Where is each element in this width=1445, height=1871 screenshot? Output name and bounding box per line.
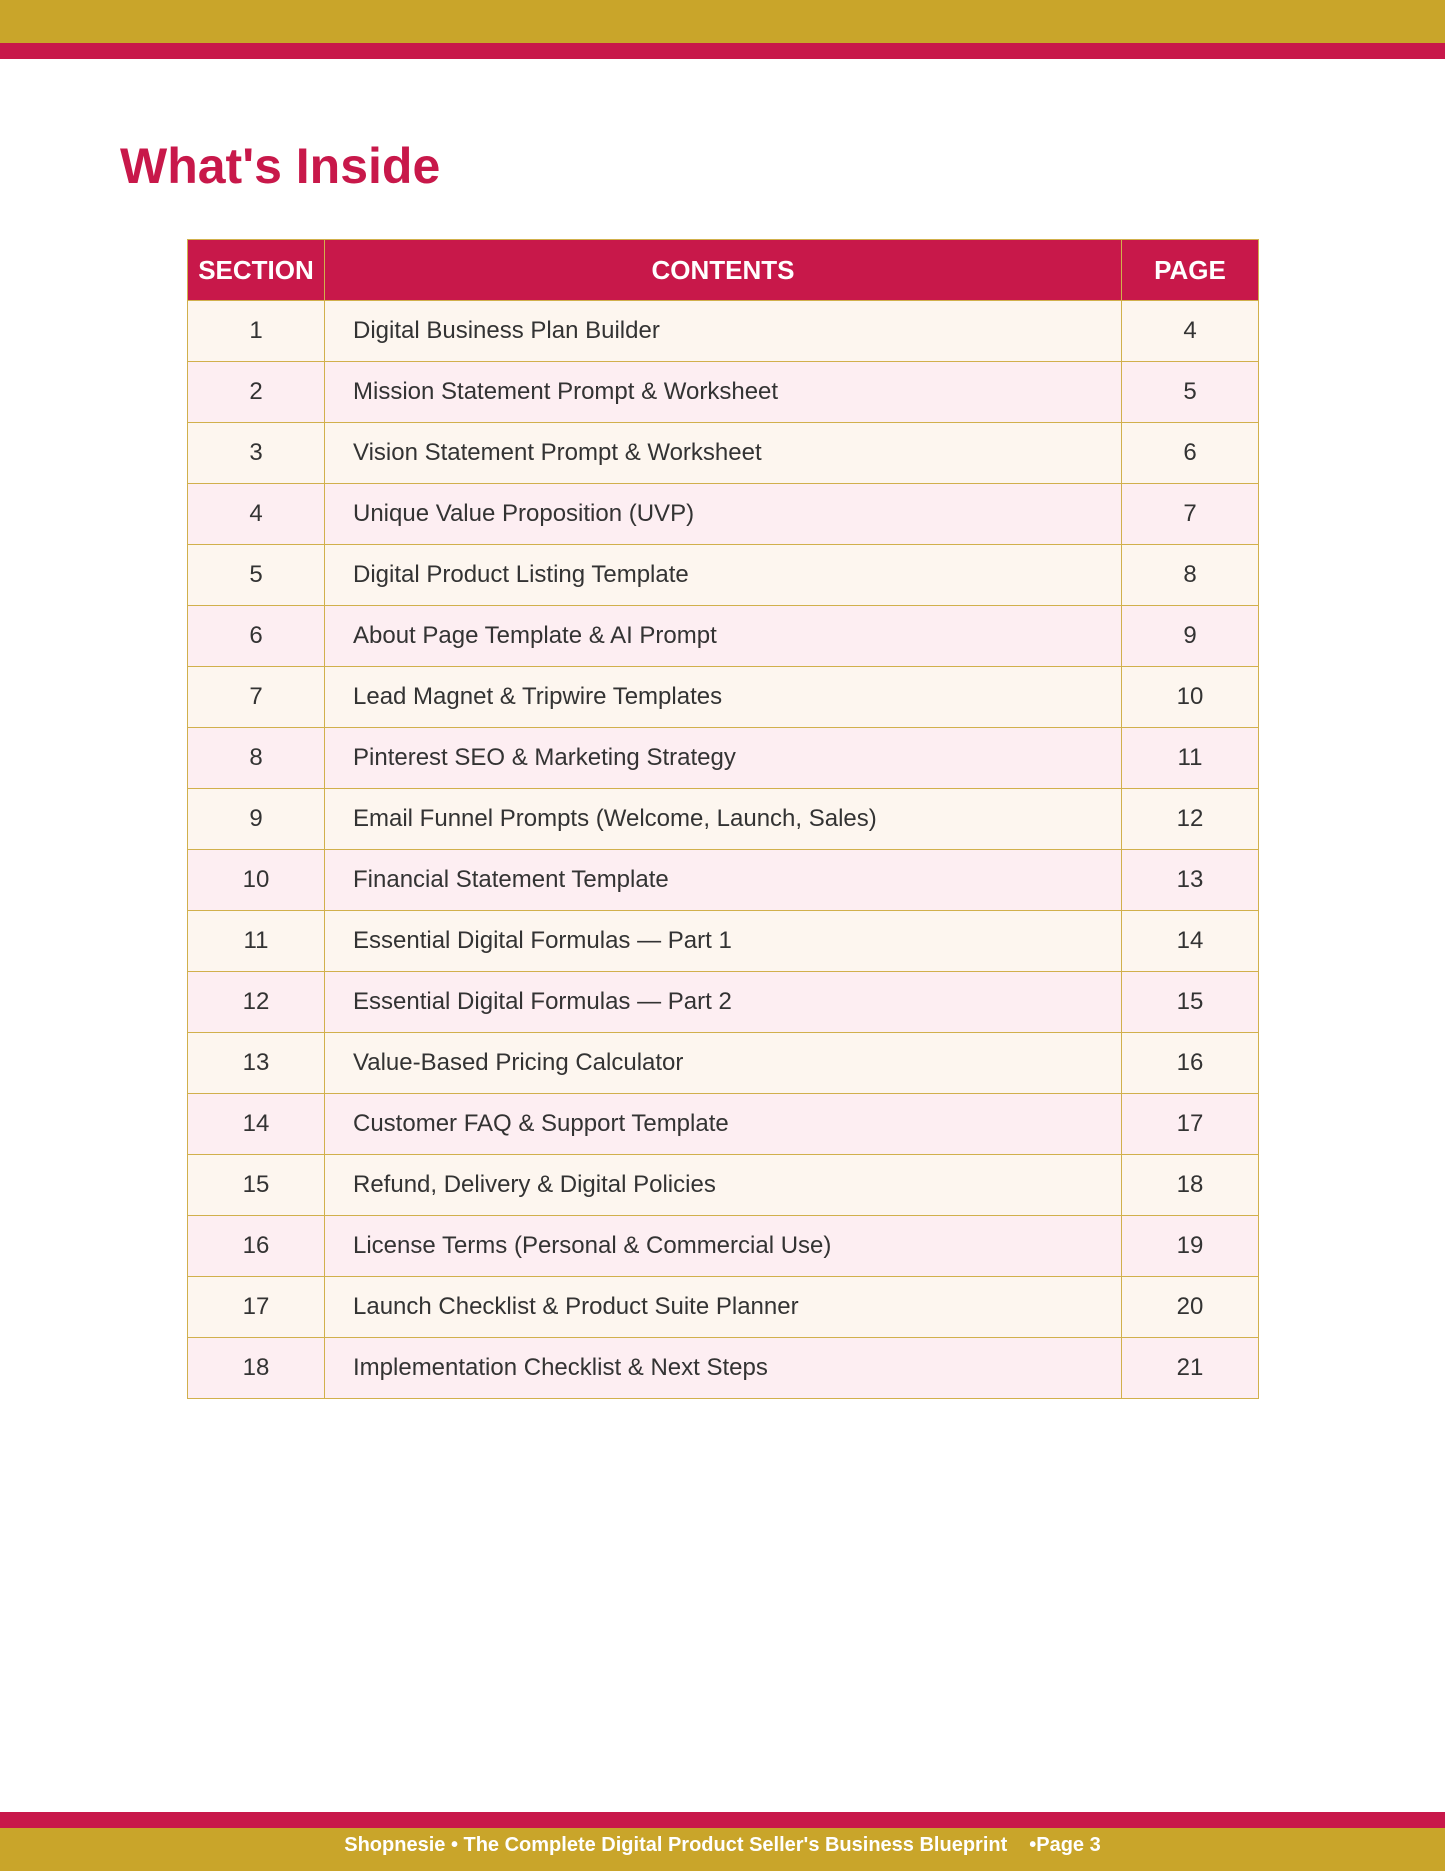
page-number: 4 [1122,301,1259,362]
footer-page-number: •Page 3 [1029,1834,1101,1856]
page-number: 12 [1122,789,1259,850]
section-number: 6 [188,606,325,667]
section-number: 8 [188,728,325,789]
section-title: Refund, Delivery & Digital Policies [325,1155,1122,1216]
section-title: Launch Checklist & Product Suite Planner [325,1277,1122,1338]
section-title: Digital Business Plan Builder [325,301,1122,362]
table-row [188,362,1259,423]
table-row [188,545,1259,606]
section-number: 13 [188,1033,325,1094]
section-title: Vision Statement Prompt & Worksheet [325,423,1122,484]
footer-text: Shopnesie • The Complete Digital Product Seller's Business Blueprint [344,1834,1008,1856]
section-title: About Page Template & AI Prompt [325,606,1122,667]
section-title: License Terms (Personal & Commercial Use) [325,1216,1122,1277]
section-number: 5 [188,545,325,606]
section-number: 2 [188,362,325,423]
section-title: Email Funnel Prompts (Welcome, Launch, Sales) [325,789,1122,850]
page-number: 11 [1122,728,1259,789]
contents-column-header: CONTENTS [325,240,1122,301]
section-number: 12 [188,972,325,1033]
table-row [188,1216,1259,1277]
section-column-header: SECTION [188,240,325,301]
footer-band [0,1828,1445,1871]
section-title: Mission Statement Prompt & Worksheet [325,362,1122,423]
table-row [188,728,1259,789]
section-number: 10 [188,850,325,911]
table-row [188,1277,1259,1338]
page-number: 21 [1122,1338,1259,1399]
section-number: 15 [188,1155,325,1216]
table-row [188,972,1259,1033]
section-number: 14 [188,1094,325,1155]
page-number: 7 [1122,484,1259,545]
page-column-header: PAGE [1122,240,1259,301]
table-row [188,911,1259,972]
section-number: 4 [188,484,325,545]
bottom-red-band [0,1812,1445,1828]
top-gold-band [0,0,1445,43]
section-title: Pinterest SEO & Marketing Strategy [325,728,1122,789]
section-number: 11 [188,911,325,972]
page-number: 5 [1122,362,1259,423]
page-title: What's Inside [120,138,441,194]
section-title: Implementation Checklist & Next Steps [325,1338,1122,1399]
section-title: Essential Digital Formulas — Part 2 [325,972,1122,1033]
table-row [188,423,1259,484]
section-title: Value-Based Pricing Calculator [325,1033,1122,1094]
top-red-band [0,43,1445,59]
table-row [188,484,1259,545]
section-number: 3 [188,423,325,484]
page-number: 16 [1122,1033,1259,1094]
page-number: 19 [1122,1216,1259,1277]
table-row [188,850,1259,911]
page-number: 18 [1122,1155,1259,1216]
section-number: 16 [188,1216,325,1277]
section-number: 7 [188,667,325,728]
table-row [188,1094,1259,1155]
page-number: 13 [1122,850,1259,911]
section-title: Digital Product Listing Template [325,545,1122,606]
section-number: 9 [188,789,325,850]
section-number: 17 [188,1277,325,1338]
page-number: 17 [1122,1094,1259,1155]
section-number: 1 [188,301,325,362]
contents-table [187,239,1259,1399]
section-title: Essential Digital Formulas — Part 1 [325,911,1122,972]
table-row [188,789,1259,850]
table-row [188,1338,1259,1399]
table-row [188,301,1259,362]
page-number: 20 [1122,1277,1259,1338]
section-title: Financial Statement Template [325,850,1122,911]
page-number: 14 [1122,911,1259,972]
table-header-row [188,240,1259,301]
table-row [188,606,1259,667]
table-row [188,1155,1259,1216]
table-row [188,667,1259,728]
page-number: 15 [1122,972,1259,1033]
page-number: 10 [1122,667,1259,728]
section-title: Lead Magnet & Tripwire Templates [325,667,1122,728]
section-title: Customer FAQ & Support Template [325,1094,1122,1155]
page-number: 9 [1122,606,1259,667]
section-title: Unique Value Proposition (UVP) [325,484,1122,545]
page-number: 6 [1122,423,1259,484]
page-number: 8 [1122,545,1259,606]
section-number: 18 [188,1338,325,1399]
table-row [188,1033,1259,1094]
